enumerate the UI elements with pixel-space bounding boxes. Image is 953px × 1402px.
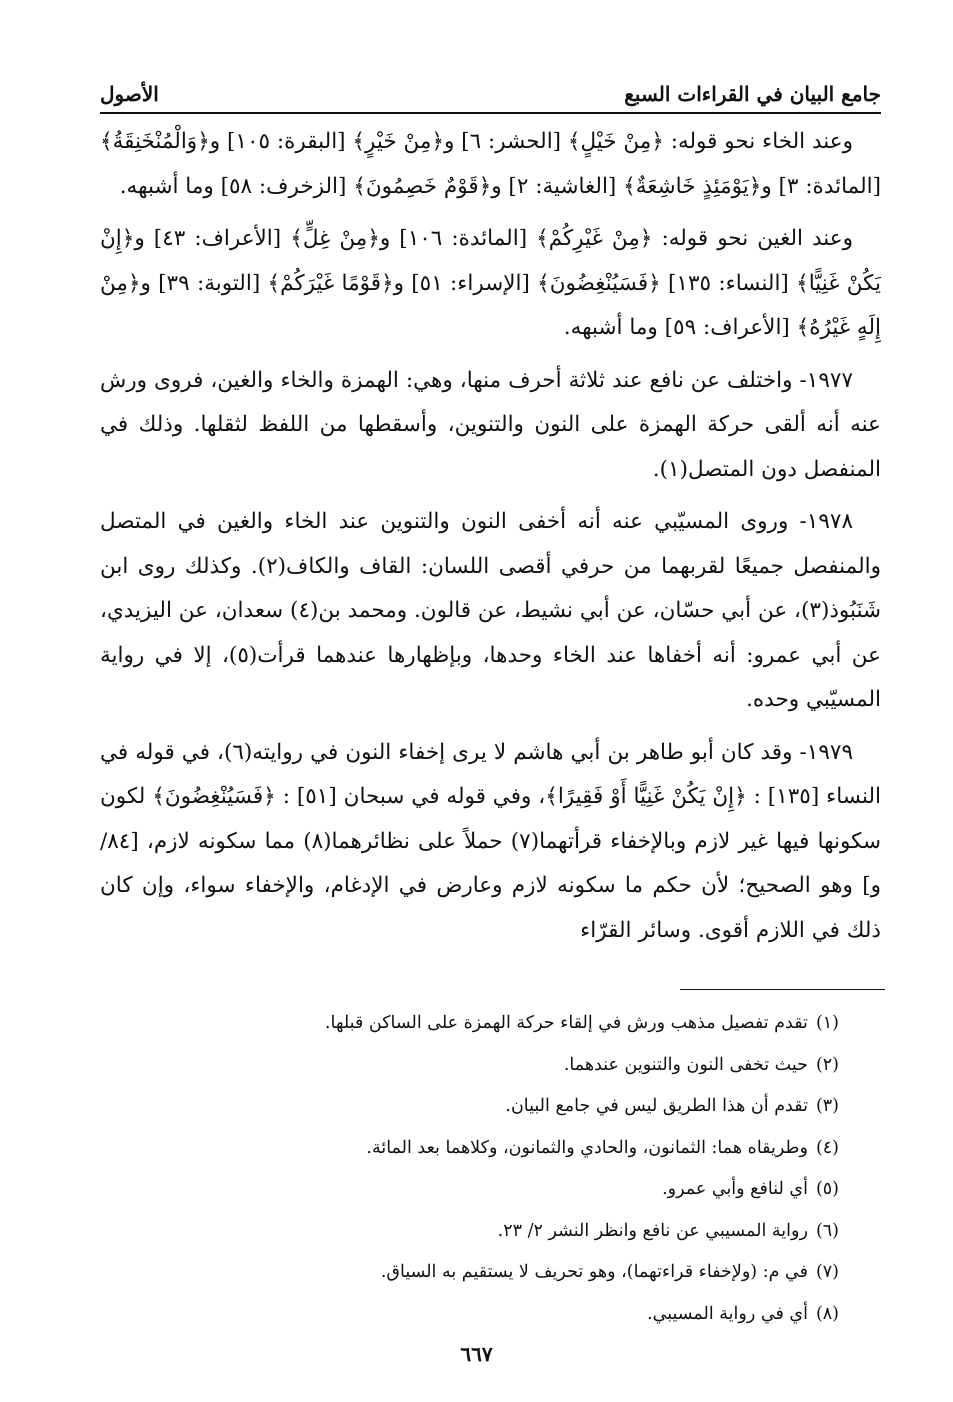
footnote xyxy=(100,1003,881,1045)
footnote-divider xyxy=(680,989,885,990)
running-header xyxy=(100,62,881,114)
footnote-text: وطريقاه هما: الثمانون، والحادي والثمانون، وكلاهما بعد المائة. xyxy=(366,1137,808,1158)
footnote-number: (٨) xyxy=(815,1303,839,1324)
main-text xyxy=(100,120,881,961)
footnote-text: أي لنافع وأبي عمرو. xyxy=(662,1179,808,1199)
paragraph: ١٩٧٩- وقد كان أبو طاهر بن أبي هاشم لا يرى إخفاء النون في روايته(٦)، في قوله في النساء [١٣٥] : ﴿إِنْ يَكُنْ غَنِيًّا أَوْ فَقِيرًا﴾، وفي قوله في سبحان [٥١] : ﴿فَسَيُنْغِضُونَ﴾ لكون سكونها فيها غير لازم وبالإخفاء قرأتهما(٧) حملاً على نظائرهما(٨) مما سكونه لازم، [٨٤/و] وهو الصحيح؛ لأن حكم ما سكونه لازم وعارض في الإدغام، والإخفاء سواء، وإن كان ذلك في اللازم أقوى. وسائر القرّاء xyxy=(100,739,881,943)
paragraph: ١٩٧٨- وروى المسيّبي عنه أنه أخفى النون والتنوين عند الخاء والغين في المتصل والمنفصل جميعًا لقربهما من حرفي أقصى اللسان: القاف والكاف(٢). وكذلك روى ابن شَنَبُوذ(٣)، عن أبي حسّان، عن أبي نشيط، عن قالون. ومحمد بن(٤) سعدان، عن اليزيدي، عن أبي عمرو: أنه أخفاها عند الخاء وحدها، وبإظهارها عندهما قرأت(٥)، إلا في رواية المسيّبي وحده. xyxy=(100,509,882,712)
footnote xyxy=(100,1169,881,1211)
footnote-text: تقدم تفصيل مذهب ورش في إلقاء حركة الهمزة على الساكن قبلها. xyxy=(324,1013,808,1033)
footnote xyxy=(100,1045,881,1087)
footnote xyxy=(100,1128,881,1170)
footnotes xyxy=(100,1003,881,1335)
footnote xyxy=(100,1086,881,1128)
footnote-text: حيث تخفى النون والتنوين عندهما. xyxy=(563,1054,808,1075)
page-number: ٦٦٧ xyxy=(460,1342,493,1366)
paragraph: ١٩٧٧- واختلف عن نافع عند ثلاثة أحرف منها، وهي: الهمزة والخاء والغين، فروى ورش عنه أنه ألقى حركة الهمزة على النون والتنوين، وأسقطها من اللفظ لثقلها. وذلك في المنفصل دون المتصل(١). xyxy=(100,367,881,482)
footnote-number: (٧) xyxy=(815,1262,839,1282)
header-section: الأصول xyxy=(100,82,159,106)
paragraph: وعند الغين نحو قوله: ﴿مِنْ غَيْرِكُمْ﴾ [المائدة: ١٠٦] و﴿مِنْ غِلٍّ﴾ [الأعراف: ٤٣] و﴿إِنْ يَكُنْ غَنِيًّا﴾ [النساء: ١٣٥] ﴿فَسَيُنْغِضُونَ﴾ [الإسراء: ٥١] و﴿قَوْمًا غَيْرَكُمْ﴾ [التوبة: ٣٩] و﴿مِنْ إِلَهٍ غَيْرُهُ﴾ [الأعراف: ٥٩] وما أشبهه. xyxy=(100,226,881,340)
footnote-number: (٣) xyxy=(815,1096,839,1116)
footnote-number: (٦) xyxy=(815,1220,839,1241)
footnote-number: (٢) xyxy=(815,1054,839,1075)
footnote-text: رواية المسيبي عن نافع وانظر النشر ٢/ ٢٣. xyxy=(497,1220,808,1241)
paragraph: وعند الخاء نحو قوله: ﴿مِنْ خَيْلٍ﴾ [الحشر: ٦] و﴿مِنْ خَيْرٍ﴾ [البقرة: ١٠٥] و﴿وَالْمُنْخَنِقَةُ﴾ [المائدة: ٣] و﴿يَوْمَئِذٍ خَاشِعَةٌ﴾ [الغاشية: ٢] و﴿قَوْمٌ خَصِمُونَ﴾ [الزخرف: ٥٨] وما أشبهه. xyxy=(100,129,881,199)
footnote-text: تقدم أن هذا الطريق ليس في جامع البيان. xyxy=(505,1096,808,1116)
header-book-title: جامع البيان في القراءات السبع xyxy=(624,82,881,106)
footnote-text: في م: (ولإخفاء قراءتهما)، وهو تحريف لا يستقيم به السياق. xyxy=(380,1262,808,1282)
footnote xyxy=(100,1294,881,1336)
footnote xyxy=(100,1211,881,1253)
footnote-text: أي في رواية المسيبي. xyxy=(647,1303,808,1324)
footnote-number: (٥) xyxy=(815,1179,839,1199)
footnote xyxy=(100,1252,881,1294)
footnote-number: (٤) xyxy=(815,1137,839,1158)
footnote-number: (١) xyxy=(815,1013,839,1033)
